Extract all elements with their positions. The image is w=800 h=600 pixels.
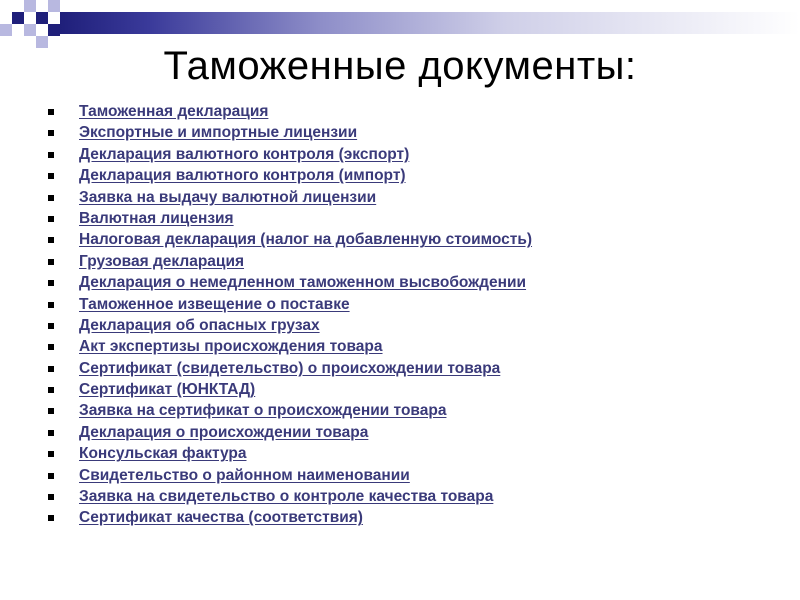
square-bullet-icon xyxy=(48,173,54,179)
list-item xyxy=(48,507,532,528)
list-item xyxy=(48,336,532,357)
document-link[interactable]: Свидетельство о районном наименовании xyxy=(79,466,410,484)
document-link[interactable]: Декларация о происхождении товара xyxy=(79,423,369,441)
list-item xyxy=(48,443,532,464)
document-link[interactable]: Заявка на сертификат о происхождении товара xyxy=(79,402,447,420)
document-link[interactable]: Сертификат качества (соответствия) xyxy=(79,509,363,527)
list-item xyxy=(48,315,532,336)
list-item xyxy=(48,294,532,315)
document-link[interactable]: Валютная лицензия xyxy=(79,209,234,227)
list-item xyxy=(48,486,532,507)
document-link[interactable]: Акт экспертизы происхождения товара xyxy=(79,338,383,356)
square-bullet-icon xyxy=(48,430,54,436)
square-bullet-icon xyxy=(48,302,54,308)
square-bullet-icon xyxy=(48,323,54,329)
list-item xyxy=(48,208,532,229)
document-link[interactable]: Таможенная декларация xyxy=(79,103,269,120)
list-item xyxy=(48,272,532,293)
list-item xyxy=(48,144,532,165)
list-item xyxy=(48,101,532,122)
square-bullet-icon xyxy=(48,494,54,500)
decor-square xyxy=(0,24,12,36)
decor-square xyxy=(12,12,24,24)
decor-square xyxy=(48,24,60,36)
decor-square xyxy=(36,12,48,24)
list-item xyxy=(48,379,532,400)
list-item xyxy=(48,187,532,208)
document-link[interactable]: Декларация валютного контроля (экспорт) xyxy=(79,145,410,163)
square-bullet-icon xyxy=(48,515,54,521)
list-item xyxy=(48,229,532,250)
square-bullet-icon xyxy=(48,152,54,158)
square-bullet-icon xyxy=(48,473,54,479)
square-bullet-icon xyxy=(48,451,54,457)
document-link[interactable]: Грузовая декларация xyxy=(79,252,245,270)
decor-square xyxy=(24,24,36,36)
square-bullet-icon xyxy=(48,344,54,350)
square-bullet-icon xyxy=(48,216,54,222)
document-link[interactable]: Декларация валютного контроля (импорт) xyxy=(79,167,406,185)
document-link[interactable]: Заявка на свидетельство о контроле качества товара xyxy=(79,488,494,506)
square-bullet-icon xyxy=(48,237,54,243)
square-bullet-icon xyxy=(48,387,54,393)
document-link[interactable]: Налоговая декларация (налог на добавленную стоимость) xyxy=(79,231,533,249)
square-bullet-icon xyxy=(48,259,54,265)
document-link[interactable]: Заявка на выдачу валютной лицензии xyxy=(79,188,377,206)
document-link[interactable]: Декларация о немедленном таможенном высвобождении xyxy=(79,274,527,292)
document-link[interactable]: Экспортные и импортные лицензии xyxy=(79,124,358,142)
list-item xyxy=(48,422,532,443)
list-item xyxy=(48,465,532,486)
document-link[interactable]: Таможенное извещение о поставке xyxy=(79,295,350,313)
square-bullet-icon xyxy=(48,408,54,414)
list-item xyxy=(48,122,532,143)
square-bullet-icon xyxy=(48,109,54,115)
list-item xyxy=(48,251,532,272)
square-bullet-icon xyxy=(48,130,54,136)
decor-square xyxy=(24,0,36,12)
document-link[interactable]: Консульская фактура xyxy=(79,445,247,463)
document-link[interactable]: Сертификат (ЮНКТАД) xyxy=(79,381,256,399)
document-link[interactable]: Сертификат (свидетельство) о происхождении товара xyxy=(79,359,501,377)
list-item xyxy=(48,358,532,379)
square-bullet-icon xyxy=(48,366,54,372)
document-link[interactable]: Декларация об опасных грузах xyxy=(79,316,320,334)
list-item xyxy=(48,165,532,186)
header-gradient-bar xyxy=(60,12,800,34)
list-item xyxy=(48,400,532,421)
square-bullet-icon xyxy=(48,280,54,286)
slide-title: Таможенные документы: xyxy=(163,44,637,88)
decor-square xyxy=(48,0,60,12)
square-bullet-icon xyxy=(48,195,54,201)
document-list xyxy=(48,101,532,529)
